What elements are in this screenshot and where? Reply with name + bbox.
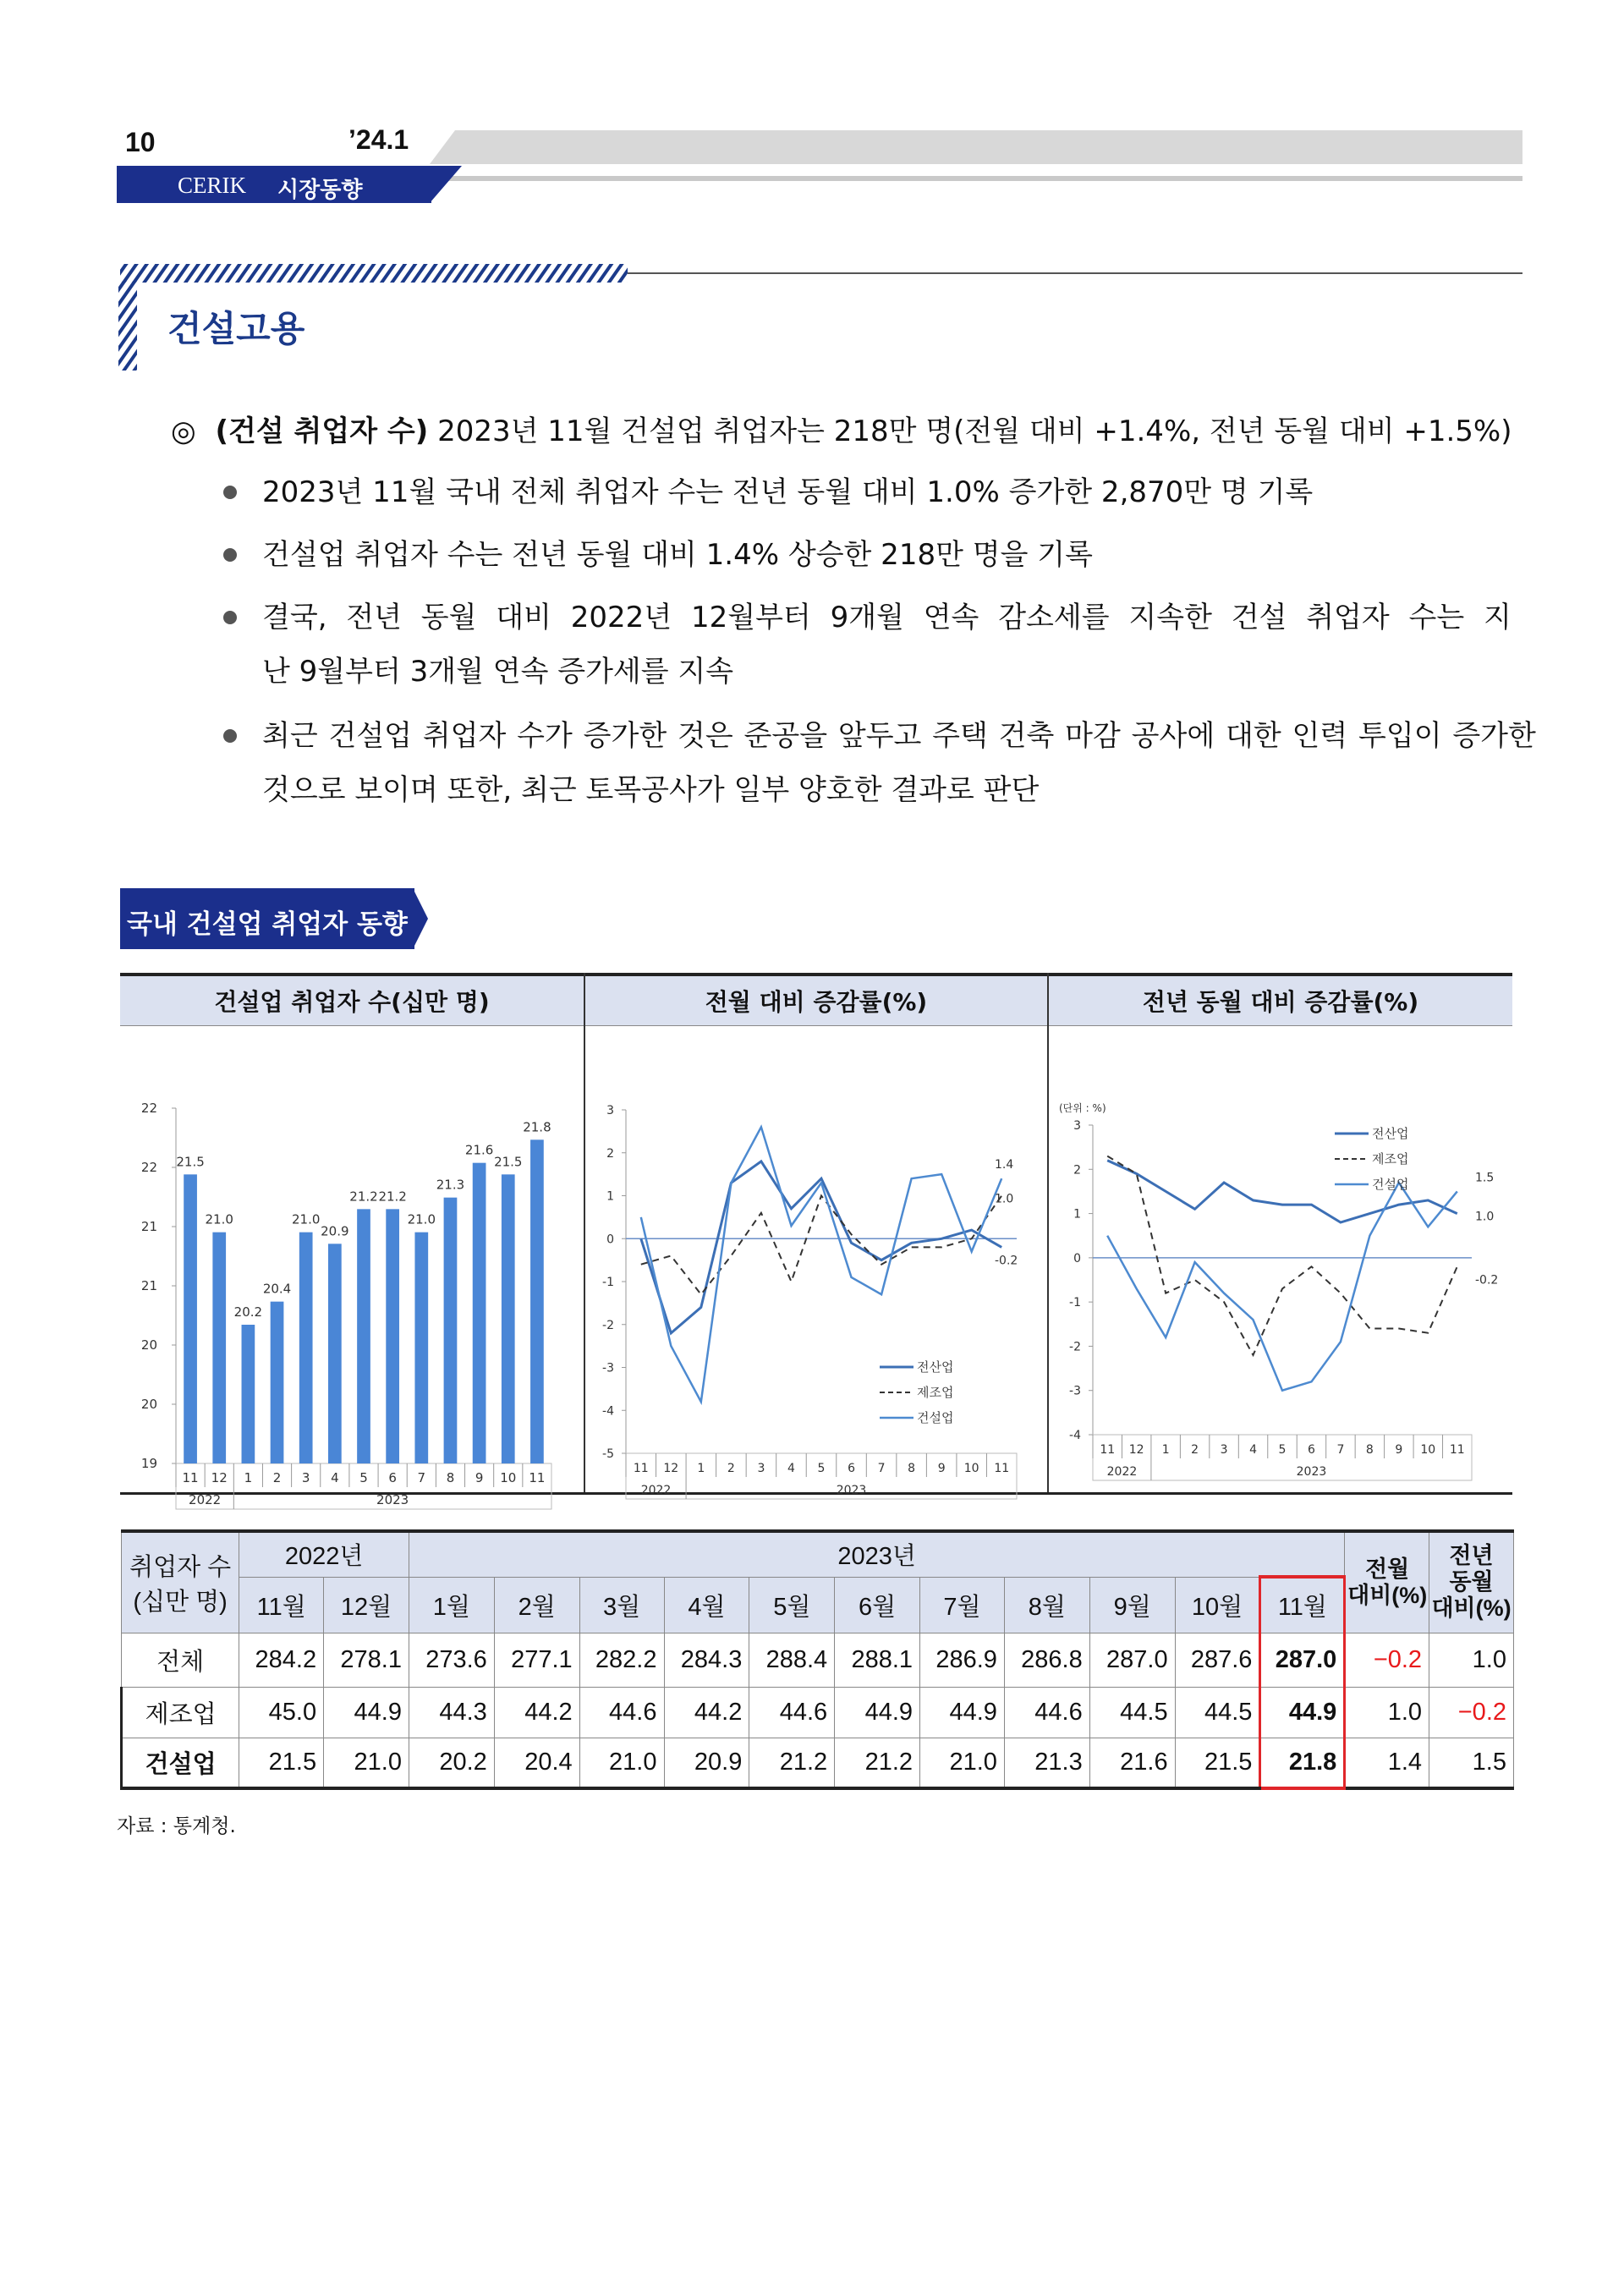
year-label: 2022 <box>1106 1465 1138 1479</box>
brand-logo: CERIK <box>178 173 246 198</box>
y-tick-label: 0 <box>606 1233 614 1247</box>
x-tick-label: 1 <box>697 1462 705 1475</box>
x-tick-label: 12 <box>663 1462 679 1475</box>
table-year-2023: 2023년 <box>409 1531 1344 1577</box>
x-tick-label: 11 <box>994 1462 1010 1475</box>
summary-line <box>171 413 1512 450</box>
series-line <box>641 1196 1001 1295</box>
y-tick-label: -1 <box>602 1276 614 1289</box>
table-cell-current: 44.9 <box>1260 1687 1345 1738</box>
legend-label: 제조업 <box>1372 1151 1409 1167</box>
x-tick-label: 11 <box>1449 1443 1465 1457</box>
y-tick-label: 0 <box>1073 1251 1081 1266</box>
legend-label: 제조업 <box>917 1385 954 1400</box>
y-tick-label: 20 <box>140 1337 157 1353</box>
x-tick-label: 3 <box>757 1462 765 1475</box>
table-month-header: 1월 <box>409 1577 494 1633</box>
chart-mom-lines <box>585 1025 1047 1497</box>
chart-employment-bars <box>120 1025 584 1507</box>
year-label: 2022 <box>189 1492 222 1507</box>
table-month-header-current: 11월 <box>1260 1577 1345 1633</box>
table-row <box>122 1738 1514 1788</box>
header-stripe <box>430 129 1522 183</box>
bar <box>271 1302 284 1463</box>
x-tick-label: 6 <box>848 1462 855 1475</box>
table-cell-mom: −0.2 <box>1345 1633 1429 1687</box>
table-cell: 21.6 <box>1089 1738 1175 1788</box>
x-tick-label: 5 <box>359 1470 368 1485</box>
x-tick-label: 9 <box>475 1470 484 1485</box>
table-cell: 21.2 <box>749 1738 835 1788</box>
y-tick-label: -4 <box>602 1404 614 1419</box>
bullet-text: 최근 건설업 취업자 수가 증가한 것은 준공을 앞두고 주택 건축 마감 공사에 대한 인력 투입이 증가한 <box>262 719 1536 753</box>
table-cell: 44.6 <box>749 1687 835 1738</box>
table-month-header: 8월 <box>1004 1577 1089 1633</box>
table-month-header: 12월 <box>324 1577 409 1633</box>
table-month-header: 6월 <box>835 1577 920 1633</box>
y-tick-label: 20 <box>140 1397 157 1412</box>
bullet-text: 건설업 취업자 수는 전년 동월 대비 1.4% 상승한 218만 명을 기록 <box>262 538 1093 572</box>
table-cell: 284.2 <box>239 1633 324 1687</box>
row-label: 제조업 <box>122 1687 239 1738</box>
summary-label: (건설 취업자 수) <box>215 415 429 448</box>
chart-panel <box>120 973 1512 1507</box>
summary-marker: ◎ <box>171 415 196 448</box>
panel-title-yoy: 전년 동월 대비 증감률(%) <box>1049 973 1512 1026</box>
table-cell: 21.0 <box>324 1738 409 1788</box>
table-cell: 21.2 <box>835 1738 920 1788</box>
table-cell: 44.9 <box>835 1687 920 1738</box>
y-tick-label: -3 <box>602 1361 614 1375</box>
bar <box>444 1198 458 1463</box>
x-tick-label: 1 <box>1161 1443 1170 1457</box>
employment-table <box>120 1529 1514 1790</box>
legend-label: 전산업 <box>1372 1126 1409 1141</box>
table-cell: 287.6 <box>1175 1633 1260 1687</box>
x-tick-label: 10 <box>500 1470 517 1485</box>
bar-value-label: 21.0 <box>291 1211 321 1227</box>
table-cell-mom: 1.4 <box>1345 1738 1429 1788</box>
bullet-text: 것으로 보이며 또한, 최근 토목공사가 일부 양호한 결과로 판단 <box>262 773 1040 807</box>
x-tick-label: 11 <box>182 1470 199 1485</box>
bullet-dot <box>223 729 237 743</box>
table-cell: 21.5 <box>1175 1738 1260 1788</box>
x-tick-label: 6 <box>1308 1443 1315 1457</box>
table-cell: 277.1 <box>494 1633 579 1687</box>
section-title-decoration <box>115 262 1522 372</box>
table-cell: 44.9 <box>920 1687 1005 1738</box>
x-tick-label: 9 <box>1395 1443 1403 1457</box>
x-tick-label: 11 <box>1100 1443 1116 1457</box>
end-value-label: 1.0 <box>1475 1210 1495 1224</box>
bar <box>212 1233 226 1463</box>
y-tick-label: 2 <box>606 1146 614 1161</box>
table-cell: 20.9 <box>664 1738 749 1788</box>
end-value-label: -0.2 <box>1475 1273 1499 1288</box>
x-tick-label: 5 <box>817 1462 826 1475</box>
panel-bottom-rule <box>120 1492 1512 1495</box>
table-row <box>122 1687 1514 1738</box>
y-tick-label: 19 <box>140 1456 157 1471</box>
table-cell: 21.0 <box>579 1738 664 1788</box>
bar <box>386 1209 399 1463</box>
table-cell-yoy: 1.5 <box>1429 1738 1514 1788</box>
table-month-header: 11월 <box>239 1577 324 1633</box>
x-tick-label: 10 <box>1420 1443 1436 1457</box>
bullet-dot <box>223 486 237 499</box>
page-number: 10 <box>125 127 156 157</box>
x-tick-label: 4 <box>787 1462 795 1475</box>
table-cell-current: 21.8 <box>1260 1738 1345 1788</box>
y-tick-label: 3 <box>1073 1119 1081 1133</box>
x-tick-label: 8 <box>1365 1443 1374 1457</box>
legend-label: 건설업 <box>917 1410 954 1425</box>
table-month-header: 3월 <box>579 1577 664 1633</box>
table-month-header: 2월 <box>494 1577 579 1633</box>
table-row <box>122 1633 1514 1687</box>
panel-title-employment: 건설업 취업자 수(십만 명) <box>120 973 584 1026</box>
source-note: 자료 : 통계청. <box>117 1815 236 1837</box>
bullet-text: 결국, 전년 동월 대비 2022년 12월부터 9개월 연속 감소세를 지속한 건설 취업자 수는 지 <box>262 601 1512 634</box>
x-tick-label: 5 <box>1278 1443 1287 1457</box>
issue-label: ’24.1 <box>348 124 409 155</box>
x-tick-label: 3 <box>1220 1443 1228 1457</box>
year-label: 2023 <box>1296 1465 1327 1479</box>
table-cell: 286.8 <box>1004 1633 1089 1687</box>
end-value-label: 1.0 <box>995 1192 1014 1206</box>
table-cell: 44.2 <box>494 1687 579 1738</box>
bar <box>328 1244 342 1463</box>
table-cell: 288.1 <box>835 1633 920 1687</box>
bar-value-label: 20.9 <box>321 1223 349 1239</box>
figure-title: 국내 건설업 취업자 동향 <box>127 909 408 940</box>
legend-label: 건설업 <box>1372 1177 1409 1192</box>
table-cell: 21.0 <box>920 1738 1005 1788</box>
bar <box>502 1174 515 1463</box>
table-cell: 273.6 <box>409 1633 494 1687</box>
bar <box>473 1163 486 1463</box>
table-cell: 20.4 <box>494 1738 579 1788</box>
table-corner-header: 취업자 수 (십만 명) <box>122 1531 239 1633</box>
table-cell: 44.9 <box>324 1687 409 1738</box>
table-cell: 21.5 <box>239 1738 324 1788</box>
row-label: 건설업 <box>122 1738 239 1788</box>
bullet-dot <box>223 548 237 562</box>
bar <box>184 1174 197 1463</box>
x-tick-label: 11 <box>633 1462 649 1475</box>
bar <box>530 1139 544 1463</box>
x-tick-label: 4 <box>331 1470 339 1485</box>
legend-label: 전산업 <box>917 1359 954 1375</box>
end-value-label: 1.4 <box>995 1158 1014 1172</box>
y-tick-label: -3 <box>1069 1384 1081 1398</box>
table-month-header: 7월 <box>920 1577 1005 1633</box>
end-value-label: 1.5 <box>1475 1171 1495 1185</box>
x-axis-frame <box>1093 1435 1472 1480</box>
y-tick-label: 22 <box>140 1101 157 1116</box>
y-tick-label: -5 <box>602 1447 614 1461</box>
table-cell-mom: 1.0 <box>1345 1687 1429 1738</box>
table-cell: 20.2 <box>409 1738 494 1788</box>
x-tick-label: 10 <box>963 1462 979 1475</box>
bar-value-label: 21.0 <box>407 1211 436 1227</box>
table-cell: 284.3 <box>664 1633 749 1687</box>
bullet-text: 난 9월부터 3개월 연속 증가세를 지속 <box>262 655 734 689</box>
y-tick-label: -2 <box>602 1318 614 1332</box>
table-cell: 44.5 <box>1175 1687 1260 1738</box>
section-title: 건설고용 <box>167 308 305 349</box>
bar <box>242 1325 255 1463</box>
x-tick-label: 8 <box>446 1470 455 1485</box>
table-cell: 278.1 <box>324 1633 409 1687</box>
header-band-tail <box>430 166 464 203</box>
chart-yoy-lines <box>1049 1025 1512 1492</box>
row-label: 전체 <box>122 1633 239 1687</box>
bar <box>299 1233 313 1463</box>
table-month-header: 5월 <box>749 1577 835 1633</box>
table-cell-current: 287.0 <box>1260 1633 1345 1687</box>
table-cell: 45.0 <box>239 1687 324 1738</box>
x-tick-label: 12 <box>1128 1443 1144 1457</box>
bar <box>414 1233 428 1463</box>
year-label: 2023 <box>836 1484 867 1497</box>
bar-value-label: 21.3 <box>436 1177 465 1193</box>
table-cell: 44.5 <box>1089 1687 1175 1738</box>
x-tick-label: 7 <box>877 1462 886 1475</box>
y-tick-label: -4 <box>1069 1429 1081 1442</box>
bar-value-label: 21.8 <box>523 1119 551 1135</box>
table-mom-header: 전월 대비(%) <box>1345 1531 1429 1633</box>
figure-title-box <box>120 888 414 949</box>
table-cell: 44.6 <box>579 1687 664 1738</box>
year-label: 2023 <box>376 1492 409 1507</box>
bar-value-label: 21.5 <box>494 1154 523 1170</box>
x-tick-label: 6 <box>388 1470 397 1485</box>
y-tick-label: 1 <box>1073 1207 1081 1222</box>
x-tick-label: 12 <box>211 1470 228 1485</box>
header-band <box>117 166 431 203</box>
table-month-header: 4월 <box>664 1577 749 1633</box>
panel-title-mom: 전월 대비 증감률(%) <box>585 973 1047 1026</box>
table-cell: 44.3 <box>409 1687 494 1738</box>
y-tick-label: 2 <box>1073 1163 1081 1178</box>
table-cell: 282.2 <box>579 1633 664 1687</box>
x-tick-label: 4 <box>1249 1443 1257 1457</box>
bullet-dot <box>223 611 237 624</box>
y-tick-label: 21 <box>140 1219 157 1234</box>
table-month-header: 10월 <box>1175 1577 1260 1633</box>
x-tick-label: 2 <box>727 1462 735 1475</box>
y-tick-label: 22 <box>140 1160 157 1175</box>
x-tick-label: 9 <box>937 1462 946 1475</box>
table-cell-yoy: 1.0 <box>1429 1633 1514 1687</box>
y-tick-label: 3 <box>606 1104 614 1117</box>
bar <box>357 1209 370 1463</box>
x-tick-label: 11 <box>529 1470 546 1485</box>
bar-value-label: 21.6 <box>464 1142 494 1158</box>
y-tick-label: 1 <box>606 1189 614 1204</box>
table-cell: 21.3 <box>1004 1738 1089 1788</box>
x-tick-label: 7 <box>1336 1443 1345 1457</box>
bar-value-label: 20.2 <box>233 1304 263 1320</box>
figure-title-tail <box>413 888 430 949</box>
bullet-text: 2023년 11월 국내 전체 취업자 수는 전년 동월 대비 1.0% 증가한 2,870만 명 기록 <box>262 475 1314 509</box>
x-tick-label: 2 <box>272 1470 282 1485</box>
table-cell: 288.4 <box>749 1633 835 1687</box>
x-axis-frame <box>626 1453 1017 1499</box>
table-cell: 44.2 <box>664 1687 749 1738</box>
summary-text: 2023년 11월 건설업 취업자는 218만 명(전월 대비 +1.4%, 전년 동월 대비 +1.5%) <box>428 415 1512 448</box>
y-tick-label: -1 <box>1069 1296 1081 1310</box>
bar-value-label: 20.4 <box>262 1281 292 1297</box>
table-cell: 286.9 <box>920 1633 1005 1687</box>
table-yoy-header: 전년 동월 대비(%) <box>1429 1531 1514 1633</box>
bar-value-label: 21.2 <box>349 1189 378 1205</box>
unit-note: (단위 : %) <box>1059 1102 1106 1114</box>
x-tick-label: 3 <box>301 1470 310 1485</box>
table-cell: 287.0 <box>1089 1633 1175 1687</box>
table-month-header: 9월 <box>1089 1577 1175 1633</box>
y-tick-label: -2 <box>1069 1340 1081 1354</box>
end-value-label: -0.2 <box>995 1254 1018 1268</box>
x-tick-label: 2 <box>1191 1443 1199 1457</box>
table-cell: 44.6 <box>1004 1687 1089 1738</box>
year-label: 2022 <box>640 1484 672 1497</box>
bar-value-label: 21.5 <box>176 1154 205 1170</box>
bar-value-label: 21.0 <box>205 1211 233 1227</box>
x-tick-label: 8 <box>908 1462 916 1475</box>
series-line <box>1107 1183 1457 1391</box>
table-year-2022: 2022년 <box>239 1531 409 1577</box>
table-cell-yoy: −0.2 <box>1429 1687 1514 1738</box>
x-tick-label: 1 <box>244 1470 253 1485</box>
x-tick-label: 7 <box>417 1470 426 1485</box>
bar-value-label: 21.2 <box>378 1189 407 1205</box>
y-tick-label: 21 <box>140 1278 157 1293</box>
header-section-label: 시장동향 <box>277 178 363 203</box>
